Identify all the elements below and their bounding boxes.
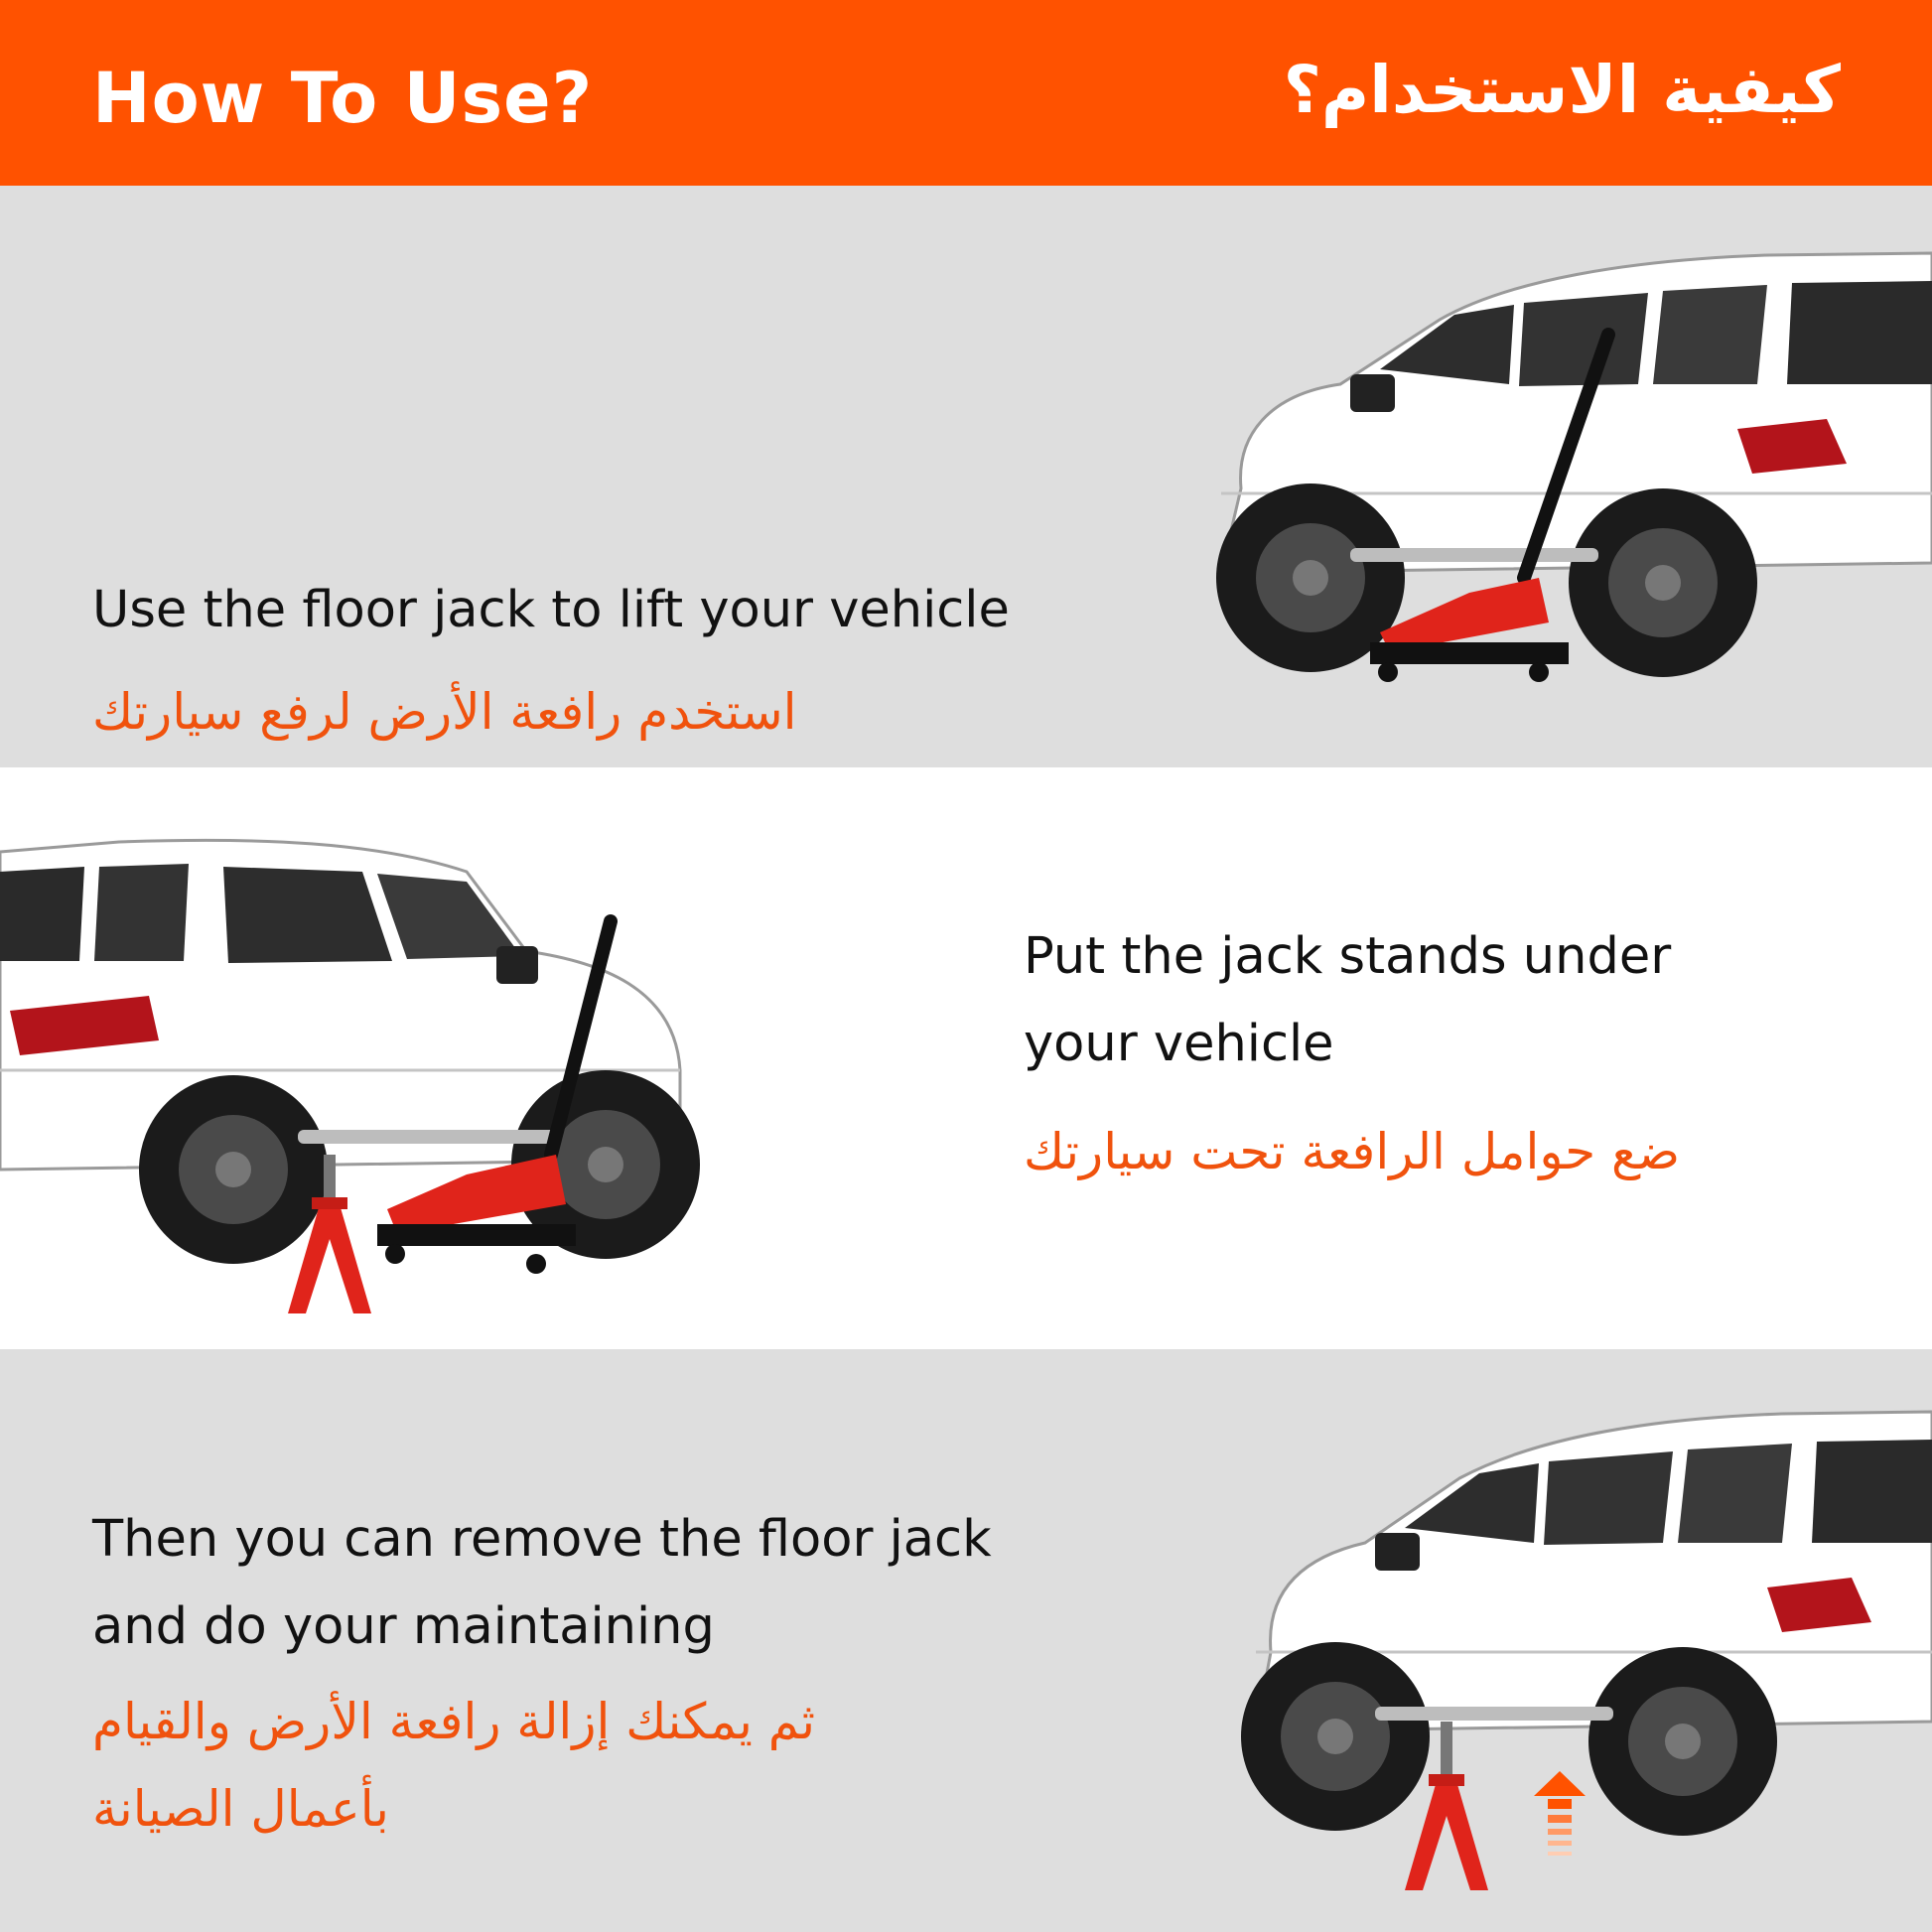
suv-illustration [1241, 1412, 1932, 1836]
step-2-text-ar: ضع حوامل الرافعة تحت سيارتك [1024, 1123, 1681, 1180]
step-1-section [0, 186, 1932, 767]
suv-on-jack-stands-illustration [0, 812, 695, 1328]
header-banner [0, 0, 1932, 186]
step-3-text-ar-line2: بأعمال الصيانة [92, 1780, 389, 1838]
step-3-text-en-line2: and do your maintaining [92, 1597, 715, 1656]
step-2-section [0, 767, 1932, 1349]
suv-illustration [1216, 253, 1932, 677]
suv-lifted-with-floor-jack-illustration [1211, 235, 1932, 732]
step-2-text-en-line1: Put the jack stands under [1024, 927, 1672, 986]
page-title-en: How To Use? [92, 58, 594, 139]
step-3-text-en-line1: Then you can remove the floor jack [92, 1510, 992, 1569]
step-1-text-en: Use the floor jack to lift your vehicle [92, 581, 1010, 639]
suv-on-jack-stand-illustration [1246, 1394, 1932, 1910]
up-arrow-icon [1534, 1771, 1586, 1856]
step-1-text-ar: استخدم رافعة الأرض لرفع سيارتك [92, 683, 797, 741]
suv-illustration [0, 840, 700, 1264]
step-2-text-en-line2: your vehicle [1024, 1015, 1334, 1073]
step-3-section [0, 1349, 1932, 1932]
step-3-text-ar-line1: ثم يمكنك إزالة رافعة الأرض والقيام [92, 1693, 816, 1750]
page-title-ar: كيفية الاستخدام؟ [1283, 52, 1841, 128]
